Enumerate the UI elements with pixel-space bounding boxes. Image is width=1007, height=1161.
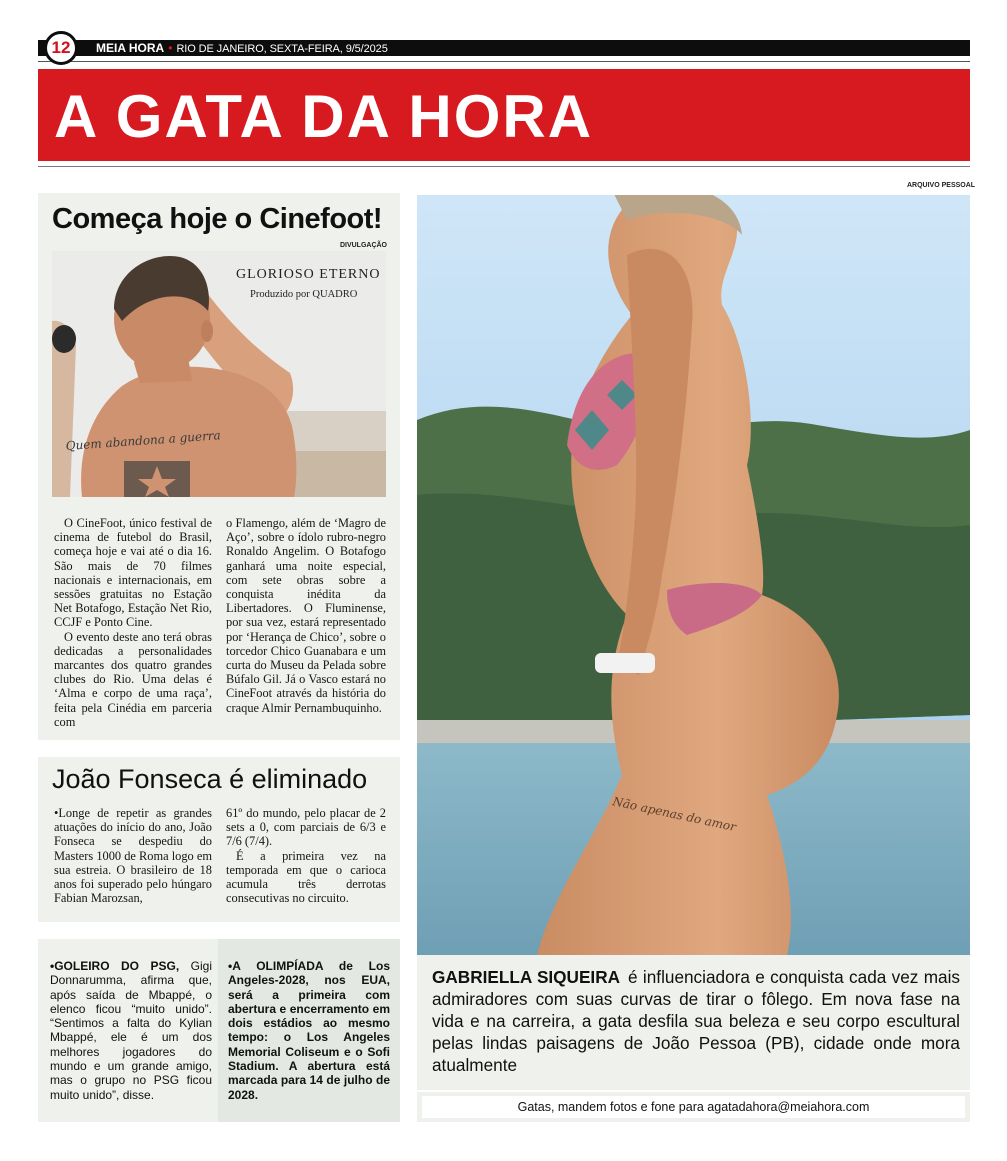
header-separator: • — [168, 41, 173, 55]
psg-note — [50, 959, 212, 1102]
cinefoot-column-2 — [226, 516, 386, 715]
fonseca-column-1 — [54, 806, 212, 905]
cinefoot-photo — [52, 251, 386, 497]
cinefoot-photo-credit: DIVULGAÇÃO — [339, 242, 387, 249]
title-rule — [38, 166, 970, 167]
olympics-note — [228, 959, 390, 1102]
main-photo-credit: ARQUIVO PESSOAL — [907, 182, 976, 189]
section-title: A GATA DA HORA — [54, 83, 594, 150]
photo-overlay-subtitle: Produzido por QUADRO — [250, 289, 358, 300]
main-photo-tattoo: Não apenas do amor — [611, 794, 738, 835]
caption-text: é influenciadora e conquista cada vez mais admiradores com suas curvas de tirar o fôlego. Em nova fase na vida e na carreira, a gata desfila sua beleza e seu corpo escultural pelas lindas paisagens de João Pessoa (PB), cidade onde mora atualmente — [432, 967, 960, 1075]
fonseca-headline: João Fonseca é eliminado — [52, 764, 368, 794]
fonseca-paragraph: •Longe de repetir as grandes atuações do início do ano, João Fonseca se despediu do Masters 1000 de Roma logo em sua estreia. O brasileiro de 18 anos foi superado pelo húngaro Fabian Marozsan, — [54, 806, 212, 906]
psg-note-lead: •GOLEIRO DO PSG, — [50, 959, 180, 973]
olympics-note-lead: •A OLIMPÍADA — [228, 959, 324, 973]
footer-contact: Gatas, mandem fotos e fone para agatadahora@meiahora.com — [422, 1096, 965, 1118]
photo-overlay-title: GLORIOSO ETERNO — [236, 267, 381, 282]
psg-note-body: Gigi Donnarumma, afirma que, após saída de Mbappé, o elenco ficou “muito unido”. “Sentimos a falta do Kylian Mbappé, ele é um dos melhores jogadores do mundo e um grande amigo, mas o grupo no PSG ficou muito unido”, disse. — [50, 959, 212, 1102]
cinefoot-photo-illustration — [52, 251, 386, 497]
cinefoot-column-1 — [54, 516, 212, 729]
olympics-note-body: de Los Angeles-2028, nos EUA, será a primeira com abertura e encerramento em dois estádios ao mesmo tempo: o Los Angeles Memorial Coliseum e o Sofi Stadium. A abertura está marcada para 14 de julho de 2028. — [228, 959, 390, 1102]
main-photo — [417, 195, 970, 955]
cinefoot-headline: Começa hoje o Cinefoot! — [52, 203, 383, 235]
main-photo-illustration — [417, 195, 970, 955]
cinefoot-tattoo: Quem abandona a guerra — [65, 428, 222, 453]
cinefoot-paragraph: O CineFoot, único festival de cinema de futebol do Brasil, começa hoje e vai até o dia 16. São mais de 70 filmes nacionais e internacionais, em sessões gratuitas no Estação Net Botafogo, Estação Net Rio, CCJF e Ponto Cine. — [54, 516, 212, 630]
fonseca-column-2 — [226, 806, 386, 905]
header-rule — [38, 61, 970, 62]
fonseca-paragraph: 61º do mundo, pelo placar de 2 sets a 0, com parciais de 6/3 e 7/6 (7/4). — [226, 806, 386, 849]
publication-name: MEIA HORA — [96, 41, 165, 55]
header-line — [96, 40, 388, 56]
header-date: RIO DE JANEIRO, SEXTA-FEIRA, 9/5/2025 — [176, 43, 388, 55]
fonseca-paragraph: É a primeira vez na temporada em que o carioca acumula três derrotas consecutivas no circuito. — [226, 848, 386, 906]
cinefoot-paragraph: O evento deste ano terá obras dedicadas a personalidades marcantes dos quatro grandes clubes do Rio. Uma delas é ‘Alma e corpo de uma raça’, feita pela Cinédia em parceria com — [54, 629, 212, 729]
cinefoot-paragraph: o Flamengo, além de ‘Magro de Aço’, sobre o ídolo rubro-negro Ronaldo Angelim. O Botafogo ganhará uma noite especial, com sete obras sobre a conquista inédita da Libertadores. O Fluminense, por sua vez, estará representado por ‘Herança de Chico’, sobre o torcedor Chico Guanabara e um curta do Museu da Pelada sobre Búfalo Gil. Já o Vasco estará no CineFoot através da história do craque Almir Pernambuquinho. — [226, 516, 386, 715]
page-number: 12 — [44, 31, 78, 65]
caption — [432, 966, 960, 1076]
caption-name: GABRIELLA SIQUEIRA — [432, 967, 621, 987]
